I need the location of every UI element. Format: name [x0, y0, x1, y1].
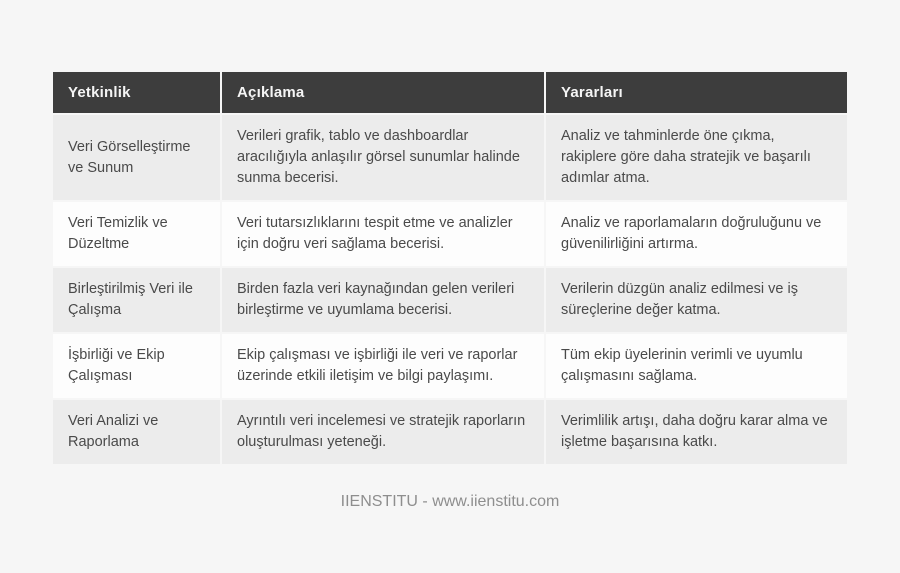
- cell-aciklama: Veri tutarsızlıklarını tespit etme ve analizler için doğru veri sağlama becerisi.: [222, 202, 544, 266]
- cell-yetkinlik: Veri Analizi ve Raporlama: [53, 400, 220, 464]
- cell-yetkinlik: Veri Temizlik ve Düzeltme: [53, 202, 220, 266]
- cell-yetkinlik: Veri Görselleştirme ve Sunum: [53, 115, 220, 200]
- cell-aciklama: Birden fazla veri kaynağından gelen verileri birleştirme ve uyumlama becerisi.: [222, 268, 544, 332]
- cell-aciklama: Ayrıntılı veri incelemesi ve stratejik raporların oluşturulması yeteneği.: [222, 400, 544, 464]
- cell-aciklama: Ekip çalışması ve işbirliği ile veri ve raporlar üzerinde etkili iletişim ve bilgi paylaşımı.: [222, 334, 544, 398]
- cell-yetkinlik: İşbirliği ve Ekip Çalışması: [53, 334, 220, 398]
- table-row: [53, 268, 847, 332]
- cell-yararlari: Analiz ve tahminlerde öne çıkma, rakiplere göre daha stratejik ve başarılı adımlar atma.: [546, 115, 847, 200]
- column-header-yararlari: Yararları: [546, 72, 847, 113]
- cell-yararlari: Verimlilik artışı, daha doğru karar alma ve işletme başarısına katkı.: [546, 400, 847, 464]
- cell-yararlari: Verilerin düzgün analiz edilmesi ve iş süreçlerine değer katma.: [546, 268, 847, 332]
- cell-yararlari: Analiz ve raporlamaların doğruluğunu ve güvenilirliğini artırma.: [546, 202, 847, 266]
- table-row: [53, 115, 847, 200]
- table-header-row: [53, 72, 847, 113]
- column-header-yetkinlik: Yetkinlik: [53, 72, 220, 113]
- cell-yetkinlik: Birleştirilmiş Veri ile Çalışma: [53, 268, 220, 332]
- table-row: [53, 400, 847, 464]
- competency-table: [51, 70, 849, 466]
- footer-credit: IIENSTITU - www.iienstitu.com: [340, 493, 560, 510]
- table-row: [53, 334, 847, 398]
- column-header-aciklama: Açıklama: [222, 72, 544, 113]
- cell-aciklama: Verileri grafik, tablo ve dashboardlar aracılığıyla anlaşılır görsel sunumlar halinde sunma becerisi.: [222, 115, 544, 200]
- table-row: [53, 202, 847, 266]
- cell-yararlari: Tüm ekip üyelerinin verimli ve uyumlu çalışmasını sağlama.: [546, 334, 847, 398]
